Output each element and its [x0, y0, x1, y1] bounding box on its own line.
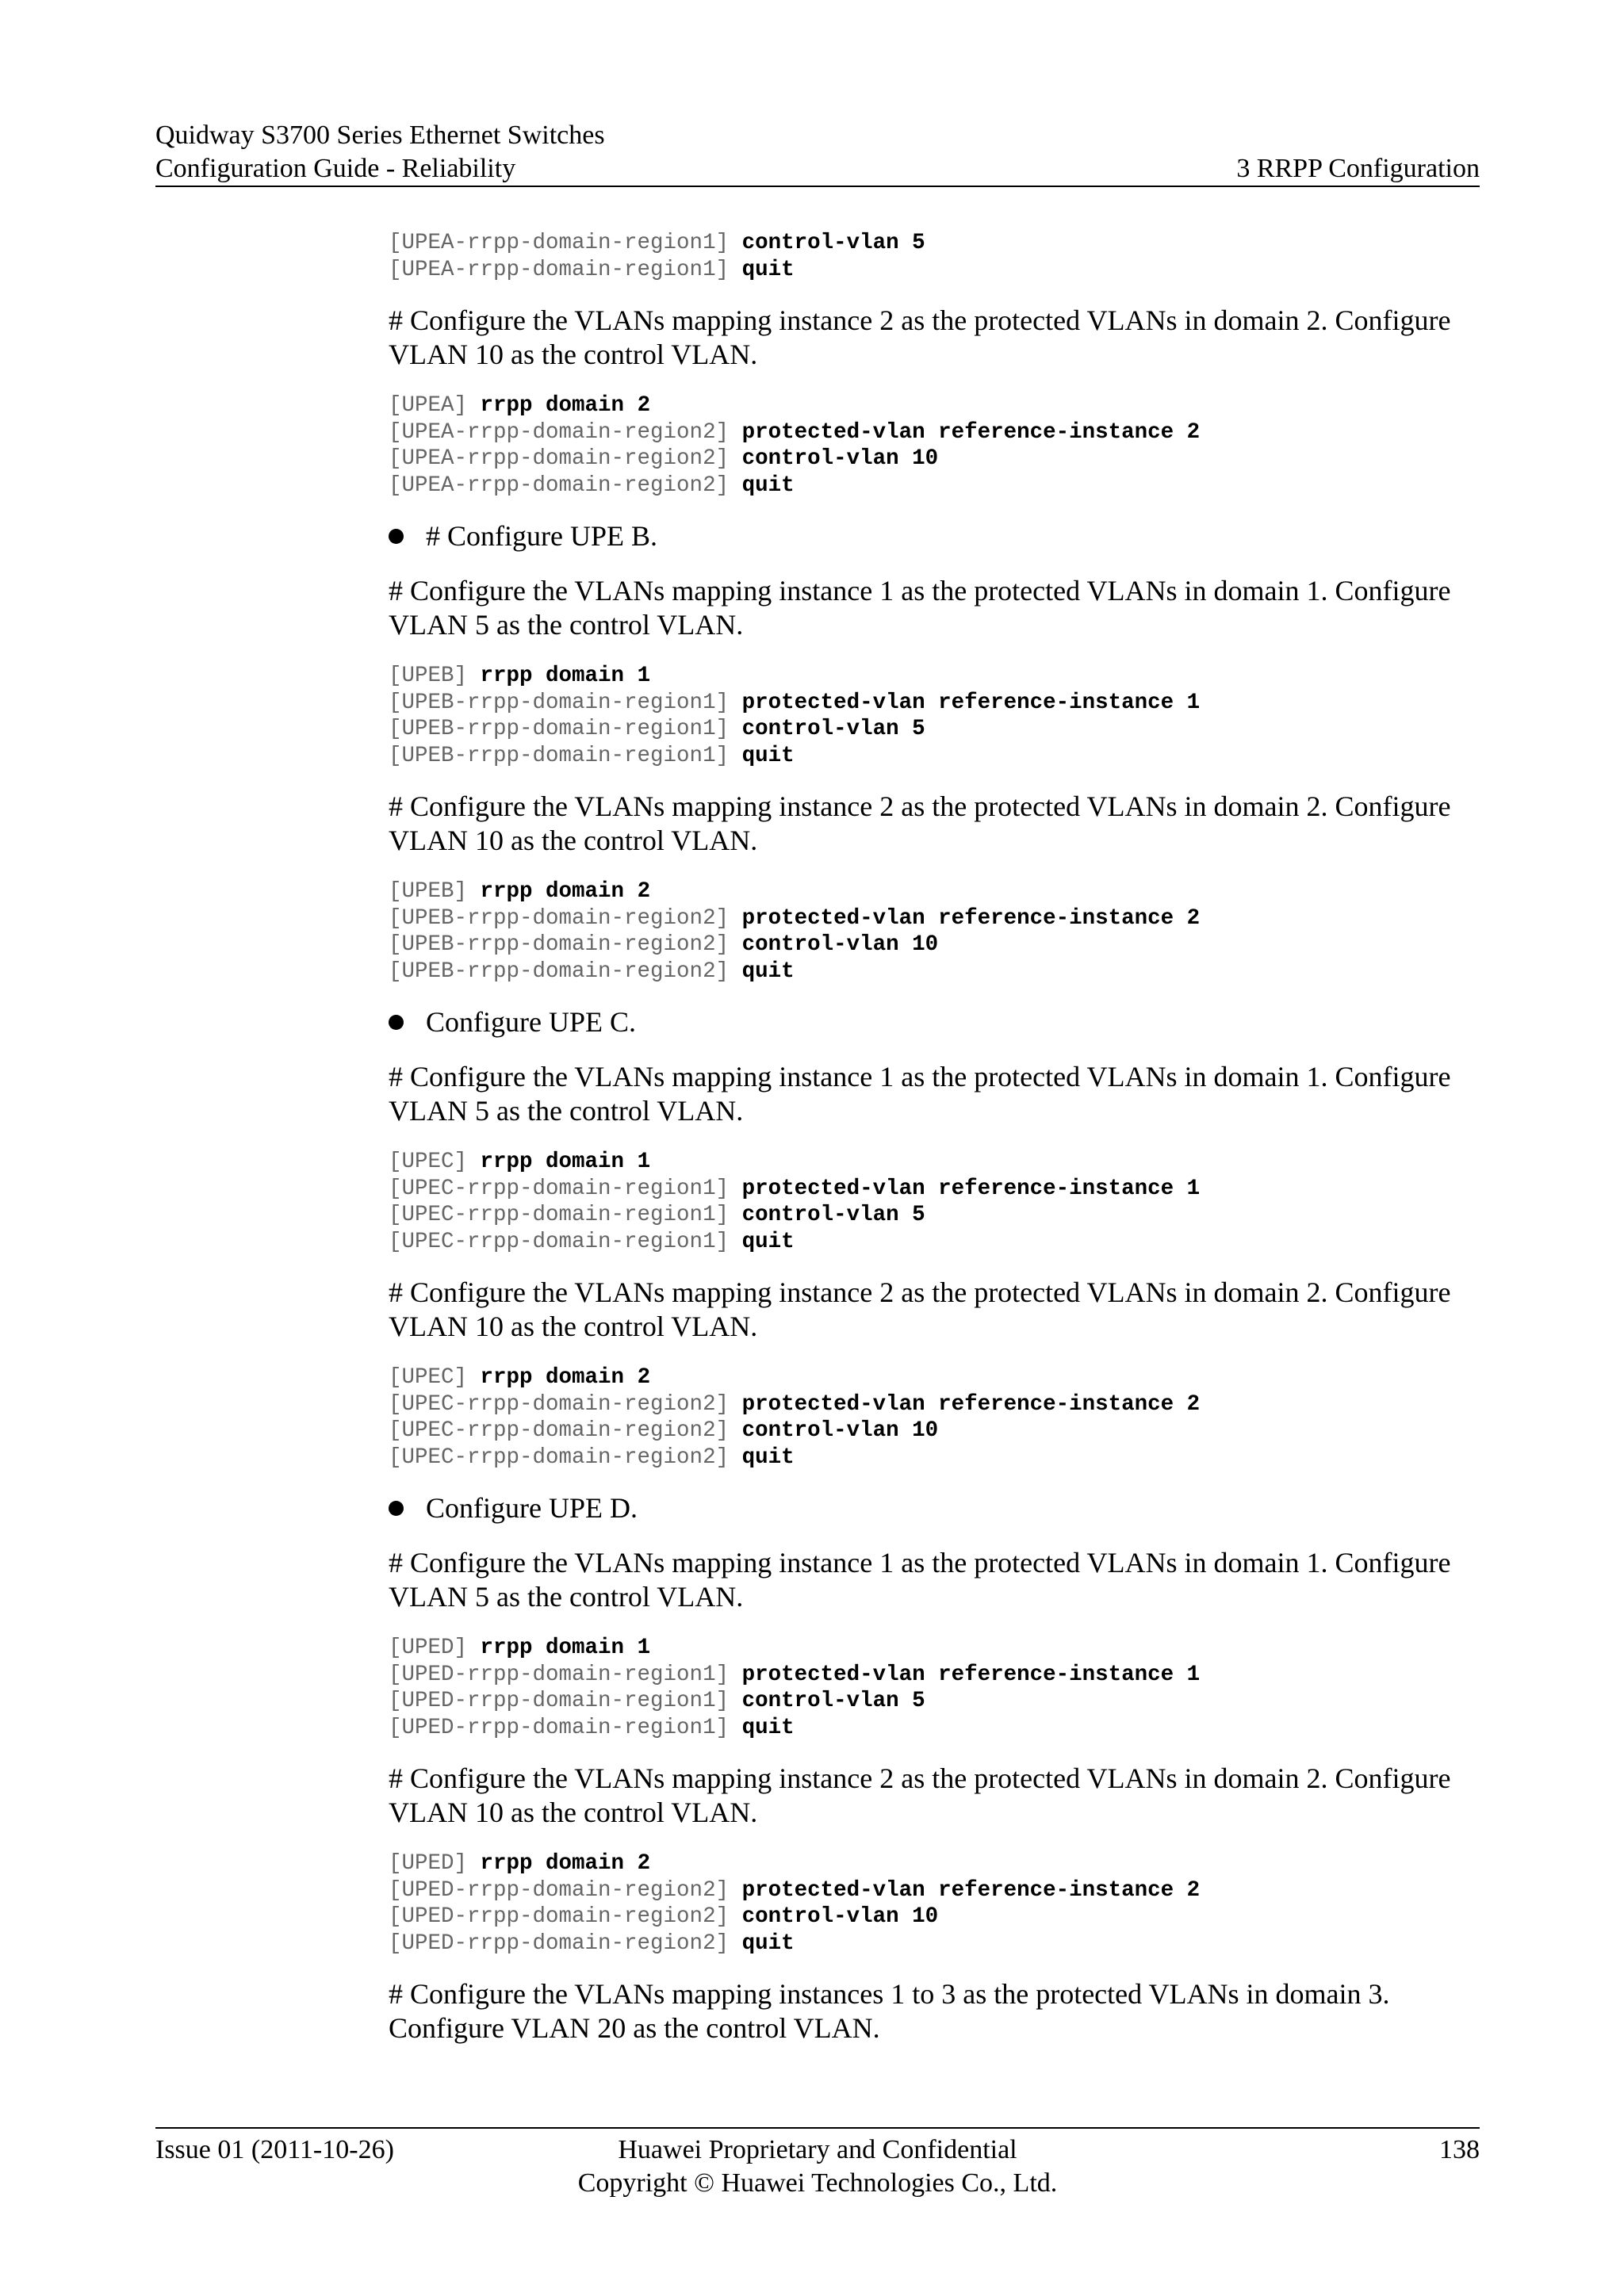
code-line	[389, 1364, 1491, 1391]
code-line	[389, 1635, 1491, 1662]
code-line	[389, 392, 1491, 419]
code-prompt: [UPEB-rrpp-domain-region2]	[389, 959, 742, 984]
paragraph: # Configure the VLANs mapping instances 1 to 3 as the protected VLANs in domain 3. Configure VLAN 20 as the control VLAN.	[389, 1978, 1390, 2044]
code-line	[389, 1850, 1491, 1877]
code-line	[389, 1391, 1491, 1418]
code-prompt: [UPEA-rrpp-domain-region1]	[389, 257, 742, 282]
page-footer	[155, 2127, 1480, 2224]
code-prompt: [UPEC]	[389, 1150, 481, 1174]
paragraph: # Configure the VLANs mapping instance 2 as the protected VLANs in domain 2. Configure VLAN 10 as the control VLAN.	[389, 304, 1451, 370]
code-line	[389, 690, 1491, 717]
code-block	[389, 1850, 1491, 1957]
code-prompt: [UPED-rrpp-domain-region1]	[389, 1689, 742, 1713]
code-command: control-vlan 10	[741, 446, 939, 471]
code-block	[389, 1149, 1491, 1255]
bullet-item	[389, 519, 1491, 553]
code-prompt: [UPEA-rrpp-domain-region1]	[389, 231, 742, 255]
code-prompt: [UPEB-rrpp-domain-region2]	[389, 932, 742, 957]
code-line	[389, 1149, 1491, 1176]
code-command: quit	[741, 1715, 795, 1740]
bullet-item	[389, 1491, 1491, 1525]
code-command: quit	[741, 1445, 795, 1470]
code-line	[389, 663, 1491, 690]
code-line	[389, 1229, 1491, 1256]
code-prompt: [UPED-rrpp-domain-region1]	[389, 1715, 742, 1740]
code-command: protected-vlan reference-instance 2	[741, 419, 1201, 445]
code-prompt: [UPEC-rrpp-domain-region1]	[389, 1203, 742, 1227]
code-block	[389, 878, 1491, 985]
code-command: protected-vlan reference-instance 2	[741, 1877, 1201, 1903]
paragraph: # Configure the VLANs mapping instance 2 as the protected VLANs in domain 2. Configure VLAN 10 as the control VLAN.	[389, 1762, 1451, 1828]
code-line	[389, 473, 1491, 499]
code-block	[389, 1364, 1491, 1471]
paragraph: # Configure the VLANs mapping instance 2 as the protected VLANs in domain 2. Configure VLAN 10 as the control VLAN.	[389, 1276, 1451, 1342]
code-command: quit	[741, 473, 795, 498]
code-block	[389, 392, 1491, 499]
code-prompt: [UPEA-rrpp-domain-region2]	[389, 419, 742, 445]
code-prompt: [UPEC-rrpp-domain-region2]	[389, 1445, 742, 1470]
code-command: quit	[741, 743, 795, 768]
code-line	[389, 1202, 1491, 1229]
code-command: quit	[741, 257, 795, 282]
code-prompt: [UPED-rrpp-domain-region1]	[389, 1662, 742, 1687]
code-line	[389, 446, 1491, 473]
bullet-text: Configure UPE D.	[426, 1492, 638, 1524]
code-prompt: [UPEA-rrpp-domain-region2]	[389, 446, 742, 471]
code-line	[389, 878, 1491, 905]
footer-copyright: Copyright © Huawei Technologies Co., Ltd.	[577, 2168, 1058, 2198]
paragraph: # Configure the VLANs mapping instance 1 as the protected VLANs in domain 1. Configure VLAN 5 as the control VLAN.	[389, 1547, 1451, 1613]
code-command: protected-vlan reference-instance 1	[741, 690, 1201, 715]
code-command: rrpp domain 1	[480, 664, 651, 688]
code-line	[389, 1715, 1491, 1742]
code-prompt: [UPEB]	[389, 879, 481, 904]
code-prompt: [UPEA]	[389, 393, 481, 418]
code-command: protected-vlan reference-instance 1	[741, 1662, 1201, 1687]
code-line	[389, 230, 1491, 257]
code-prompt: [UPEA-rrpp-domain-region2]	[389, 473, 742, 498]
code-line	[389, 1688, 1491, 1715]
code-command: quit	[741, 1229, 795, 1254]
code-line	[389, 1904, 1491, 1931]
code-prompt: [UPEC-rrpp-domain-region2]	[389, 1418, 742, 1443]
code-prompt: [UPED]	[389, 1851, 481, 1876]
code-prompt: [UPEB-rrpp-domain-region1]	[389, 690, 742, 715]
header-guide: Configuration Guide - Reliability	[155, 154, 516, 183]
bullet-text: Configure UPE C.	[426, 1006, 636, 1038]
code-line	[389, 257, 1491, 284]
paragraph: # Configure the VLANs mapping instance 1 as the protected VLANs in domain 1. Configure VLAN 5 as the control VLAN.	[389, 575, 1451, 641]
header-product: Quidway S3700 Series Ethernet Switches	[155, 121, 605, 150]
footer-page-number: 138	[1439, 2135, 1480, 2164]
paragraph: # Configure the VLANs mapping instance 1 as the protected VLANs in domain 1. Configure VLAN 5 as the control VLAN.	[389, 1061, 1451, 1127]
code-prompt: [UPED-rrpp-domain-region2]	[389, 1931, 742, 1956]
code-line	[389, 1877, 1491, 1904]
code-command: rrpp domain 1	[480, 1636, 651, 1660]
code-prompt: [UPED-rrpp-domain-region2]	[389, 1877, 742, 1903]
code-command: rrpp domain 2	[480, 1365, 651, 1390]
header-chapter: 3 RRPP Configuration	[1236, 154, 1480, 183]
code-line	[389, 1418, 1491, 1445]
code-prompt: [UPEC-rrpp-domain-region1]	[389, 1229, 742, 1254]
bullet-dot-icon	[389, 529, 404, 544]
bullet-text: # Configure UPE B.	[426, 520, 657, 552]
code-line	[389, 959, 1491, 985]
bullet-item	[389, 1005, 1491, 1039]
code-line	[389, 932, 1491, 959]
code-line	[389, 1445, 1491, 1471]
code-prompt: [UPEB-rrpp-domain-region1]	[389, 743, 742, 768]
code-line	[389, 1931, 1491, 1957]
code-prompt: [UPEB]	[389, 664, 481, 688]
footer-center	[155, 2133, 1480, 2200]
code-prompt: [UPEC-rrpp-domain-region1]	[389, 1176, 742, 1201]
code-prompt: [UPEC]	[389, 1365, 481, 1390]
code-command: rrpp domain 2	[480, 1851, 651, 1876]
code-block	[389, 230, 1491, 283]
code-line	[389, 1176, 1491, 1203]
code-line	[389, 743, 1491, 770]
code-line	[389, 716, 1491, 743]
page-content	[389, 230, 1491, 2066]
code-command: control-vlan 10	[741, 1418, 939, 1443]
code-prompt: [UPEB-rrpp-domain-region2]	[389, 905, 742, 931]
code-prompt: [UPEC-rrpp-domain-region2]	[389, 1391, 742, 1417]
code-command: control-vlan 5	[741, 1203, 925, 1227]
code-line	[389, 1662, 1491, 1689]
code-command: quit	[741, 1931, 795, 1956]
code-block	[389, 663, 1491, 769]
code-command: control-vlan 10	[741, 1904, 939, 1929]
code-command: rrpp domain 1	[480, 1150, 651, 1174]
code-command: quit	[741, 959, 795, 984]
footer-confidential: Huawei Proprietary and Confidential	[618, 2135, 1017, 2164]
code-prompt: [UPED]	[389, 1636, 481, 1660]
code-line	[389, 905, 1491, 932]
code-command: rrpp domain 2	[480, 879, 651, 904]
code-command: rrpp domain 2	[480, 393, 651, 418]
code-command: protected-vlan reference-instance 2	[741, 905, 1201, 931]
code-line	[389, 419, 1491, 446]
code-prompt: [UPED-rrpp-domain-region2]	[389, 1904, 742, 1929]
code-command: protected-vlan reference-instance 2	[741, 1391, 1201, 1417]
code-block	[389, 1635, 1491, 1741]
paragraph: # Configure the VLANs mapping instance 2 as the protected VLANs in domain 2. Configure VLAN 10 as the control VLAN.	[389, 790, 1451, 856]
code-command: control-vlan 5	[741, 1689, 925, 1713]
code-command: control-vlan 10	[741, 932, 939, 957]
footer-issue: Issue 01 (2011-10-26)	[155, 2135, 394, 2164]
code-command: protected-vlan reference-instance 1	[741, 1176, 1201, 1201]
code-prompt: [UPEB-rrpp-domain-region1]	[389, 717, 742, 741]
code-command: control-vlan 5	[741, 717, 925, 741]
page-header	[155, 119, 1480, 187]
code-command: control-vlan 5	[741, 231, 925, 255]
bullet-dot-icon	[389, 1015, 404, 1030]
bullet-dot-icon	[389, 1501, 404, 1516]
